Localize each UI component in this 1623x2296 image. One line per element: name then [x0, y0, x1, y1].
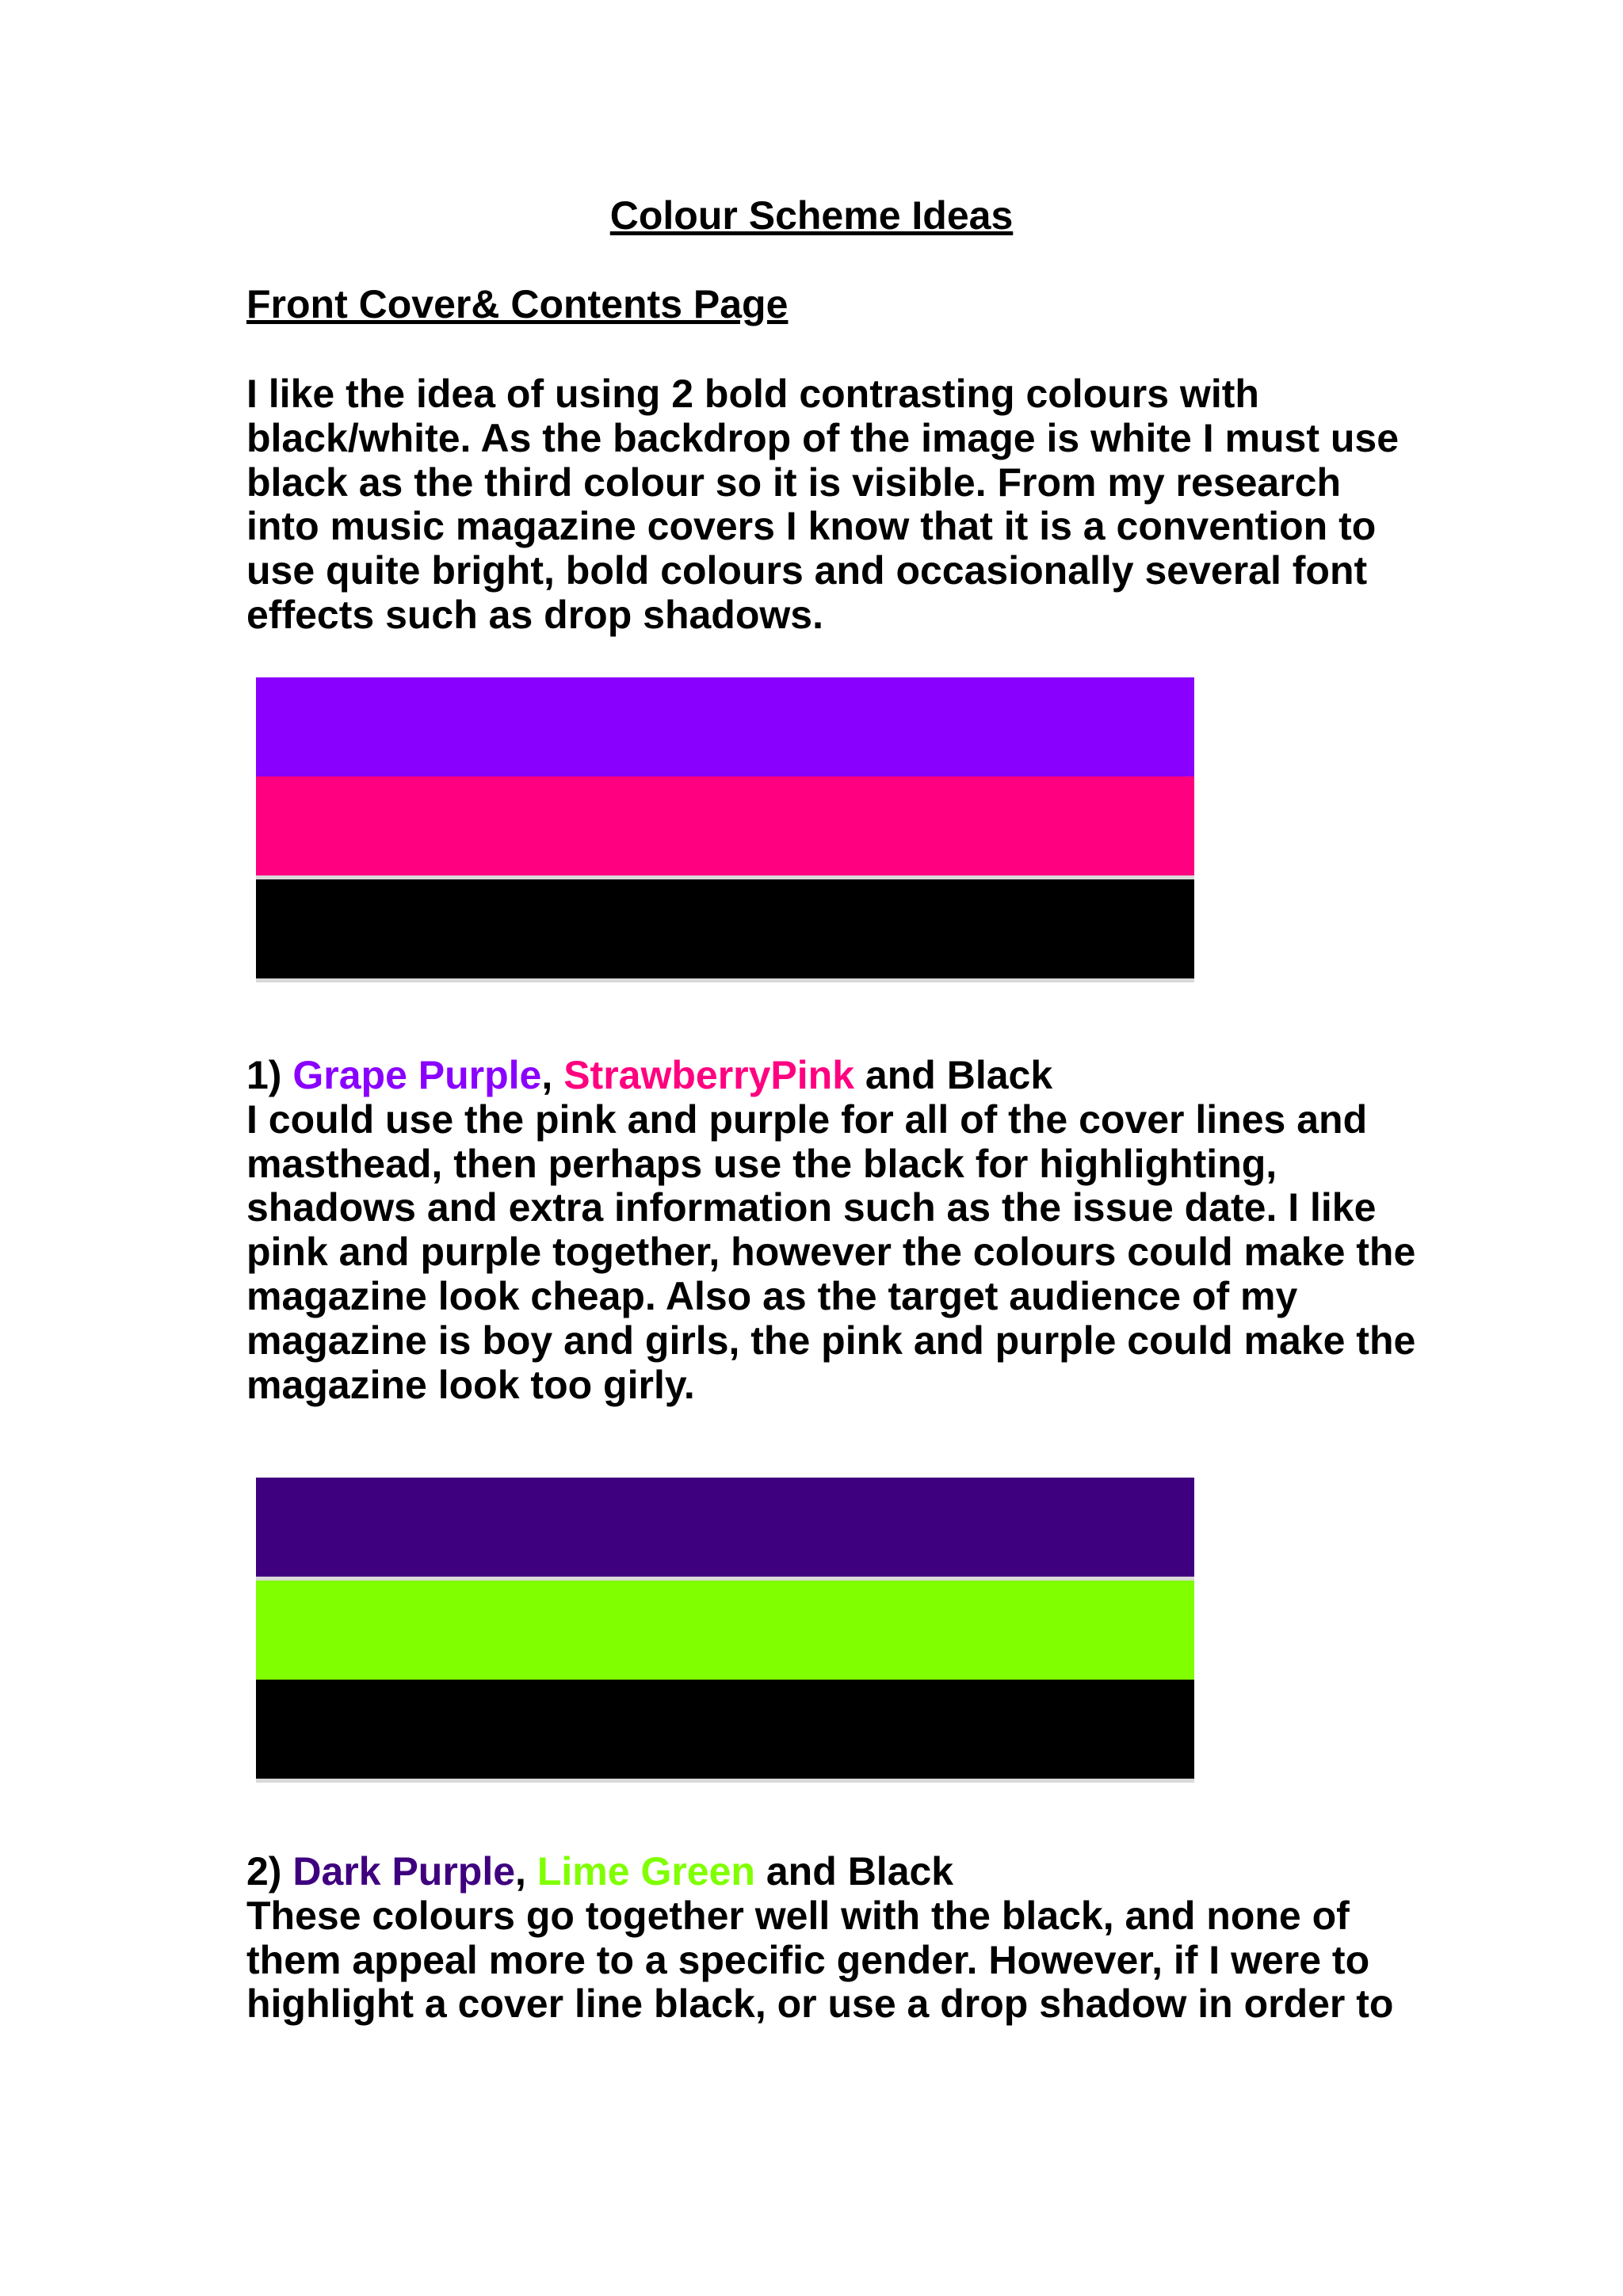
intro-line: black as the third colour so it is visible. From my research	[246, 460, 1342, 505]
scheme-1-line: magazine look too girly.	[246, 1362, 695, 1407]
scheme-1-swatches	[256, 677, 1194, 982]
colour-name-dark-purple: Dark Purple	[292, 1849, 516, 1894]
section-heading: Front Cover& Contents Page	[246, 282, 789, 326]
intro-line: black/white. As the backdrop of the image is white I must use	[246, 415, 1400, 460]
colour-name-black: Black	[847, 1849, 954, 1894]
scheme-1-line: masthead, then perhaps use the black for highlighting,	[246, 1141, 1277, 1186]
scheme-2-heading	[246, 1850, 1403, 1894]
swatch-strawberry-pink	[256, 776, 1194, 879]
scheme-1-line: shadows and extra information such as the issue date. I like	[246, 1185, 1377, 1230]
scheme-2-swatches	[256, 1478, 1194, 1783]
separator: ,	[541, 1053, 553, 1097]
intro-line: use quite bright, bold colours and occasionally several font	[246, 548, 1368, 593]
swatch-lime-green	[256, 1581, 1194, 1680]
scheme-2-line: These colours go together well with the black, and none of	[246, 1893, 1350, 1938]
swatch-black	[256, 1680, 1194, 1783]
scheme-number: 1)	[246, 1053, 282, 1097]
swatch-black	[256, 879, 1194, 982]
conjunction: and	[865, 1053, 936, 1097]
scheme-1-line: I could use the pink and purple for all of the cover lines and	[246, 1097, 1368, 1142]
scheme-1-line: pink and purple together, however the colours could make the	[246, 1230, 1416, 1275]
scheme-1-line: magazine look cheap. Also as the target audience of my	[246, 1273, 1298, 1318]
intro-paragraph	[246, 372, 1403, 638]
intro-line: into music magazine covers I know that it is a convention to	[246, 504, 1377, 549]
document-title: Colour Scheme Ideas	[609, 193, 1014, 238]
colour-name-strawberry-pink: StrawberryPink	[563, 1053, 855, 1097]
intro-line: effects such as drop shadows.	[246, 592, 823, 637]
scheme-number: 2)	[246, 1849, 282, 1894]
separator: ,	[515, 1849, 526, 1894]
swatch-grape-purple	[256, 677, 1194, 776]
colour-name-black: Black	[946, 1053, 1053, 1097]
intro-line: I like the idea of using 2 bold contrasting colours with	[246, 372, 1259, 416]
colour-name-grape-purple: Grape Purple	[292, 1053, 542, 1097]
scheme-1-line: magazine is boy and girls, the pink and purple could make the	[246, 1318, 1416, 1363]
scheme-2-line: them appeal more to a specific gender. However, if I were to	[246, 1937, 1370, 1982]
scheme-2-line: highlight a cover line black, or use a drop shadow in order to	[246, 1981, 1394, 2027]
scheme-1-heading	[246, 1054, 1403, 1098]
colour-name-lime-green: Lime Green	[537, 1849, 755, 1894]
scheme-2-description	[246, 1850, 1403, 2027]
swatch-dark-purple	[256, 1478, 1194, 1581]
conjunction: and	[766, 1849, 837, 1894]
scheme-1-description	[246, 1053, 1416, 1407]
